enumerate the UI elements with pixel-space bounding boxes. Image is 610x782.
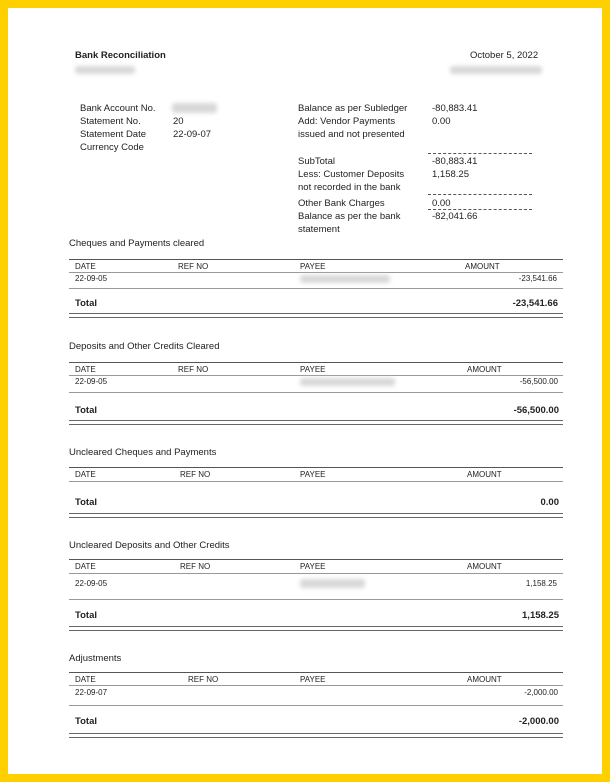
column-ref: REF NO bbox=[178, 365, 209, 374]
total-value: -23,541.66 bbox=[512, 298, 558, 309]
total-value: -56,500.00 bbox=[513, 405, 559, 416]
redacted-company bbox=[75, 66, 135, 74]
section-title-adjustments: Adjustments bbox=[69, 653, 122, 664]
row-amount: -23,541.66 bbox=[518, 274, 557, 283]
total-label: Total bbox=[75, 716, 97, 727]
vendor-payments-label-2: issued and not presented bbox=[298, 129, 405, 140]
row-date: 22-09-05 bbox=[75, 377, 108, 386]
bank-charges-label: Other Bank Charges bbox=[298, 198, 385, 209]
report-date: October 5, 2022 bbox=[470, 50, 539, 61]
column-payee: PAYEE bbox=[300, 562, 326, 571]
table-top-rule bbox=[69, 559, 563, 560]
row-rule bbox=[69, 288, 563, 289]
total-double-rule bbox=[69, 626, 563, 631]
total-value: 0.00 bbox=[540, 497, 559, 508]
total-double-rule bbox=[69, 420, 563, 425]
customer-deposits-value: 1,158.25 bbox=[432, 169, 469, 180]
header-rule bbox=[69, 375, 563, 376]
row-amount: -56,500.00 bbox=[519, 377, 558, 386]
column-date: DATE bbox=[75, 675, 96, 684]
bank-account-label: Bank Account No. bbox=[80, 103, 156, 114]
table-top-rule bbox=[69, 259, 563, 260]
table-top-rule bbox=[69, 672, 563, 673]
row-date: 22-09-07 bbox=[75, 688, 108, 697]
subtotal-label: SubTotal bbox=[298, 156, 335, 167]
customer-deposits-label-2: not recorded in the bank bbox=[298, 182, 401, 193]
total-double-rule bbox=[69, 513, 563, 518]
column-payee: PAYEE bbox=[300, 262, 326, 271]
column-payee: PAYEE bbox=[300, 675, 326, 684]
column-ref: REF NO bbox=[180, 562, 211, 571]
column-amount: AMOUNT bbox=[467, 365, 502, 374]
statement-date-label: Statement Date bbox=[80, 129, 147, 140]
column-payee: PAYEE bbox=[300, 470, 326, 479]
redacted-account-no bbox=[172, 103, 217, 113]
statement-no-value: 20 bbox=[173, 116, 184, 127]
total-label: Total bbox=[75, 497, 97, 508]
column-date: DATE bbox=[75, 470, 96, 479]
total-label: Total bbox=[75, 298, 97, 309]
header-rule bbox=[69, 573, 563, 574]
redacted-payee bbox=[300, 579, 365, 588]
row-date: 22-09-05 bbox=[75, 274, 108, 283]
subtotal-rule bbox=[428, 153, 532, 154]
section-title-cheques-cleared: Cheques and Payments cleared bbox=[69, 238, 205, 249]
total-double-rule bbox=[69, 313, 563, 318]
column-ref: REF NO bbox=[178, 262, 209, 271]
bank-balance-label-2: statement bbox=[298, 224, 340, 235]
column-amount: AMOUNT bbox=[465, 262, 500, 271]
section-title-uncleared-cheques: Uncleared Cheques and Payments bbox=[69, 447, 217, 458]
column-amount: AMOUNT bbox=[467, 675, 502, 684]
section-title-deposits-cleared: Deposits and Other Credits Cleared bbox=[69, 341, 220, 352]
column-date: DATE bbox=[75, 365, 96, 374]
statement-no-label: Statement No. bbox=[80, 116, 141, 127]
row-amount: 1,158.25 bbox=[525, 579, 557, 588]
bank-charges-value: 0.00 bbox=[432, 198, 451, 209]
column-amount: AMOUNT bbox=[467, 562, 502, 571]
header-rule bbox=[69, 481, 563, 482]
header-rule bbox=[69, 272, 563, 273]
header-rule bbox=[69, 685, 563, 686]
row-rule bbox=[69, 599, 563, 600]
row-amount: -2,000.00 bbox=[524, 688, 558, 697]
redacted-payee bbox=[300, 378, 395, 386]
total-label: Total bbox=[75, 610, 97, 621]
bank-balance-label: Balance as per the bank bbox=[298, 211, 401, 222]
charges-rule bbox=[428, 194, 532, 195]
column-ref: REF NO bbox=[180, 470, 211, 479]
total-value: 1,158.25 bbox=[522, 610, 559, 621]
subtotal-value: -80,883.41 bbox=[432, 156, 478, 167]
column-ref: REF NO bbox=[188, 675, 219, 684]
table-top-rule bbox=[69, 467, 563, 468]
vendor-payments-label: Add: Vendor Payments bbox=[298, 116, 396, 127]
section-title-uncleared-deposits: Uncleared Deposits and Other Credits bbox=[69, 540, 230, 551]
bank-balance-value: -82,041.66 bbox=[432, 211, 478, 222]
total-label: Total bbox=[75, 405, 97, 416]
vendor-payments-value: 0.00 bbox=[432, 116, 451, 127]
total-double-rule bbox=[69, 733, 563, 738]
currency-code-label: Currency Code bbox=[80, 142, 144, 153]
redacted-payee bbox=[300, 275, 390, 283]
row-rule bbox=[69, 705, 563, 706]
redacted-address bbox=[450, 66, 542, 74]
subledger-value: -80,883.41 bbox=[432, 103, 478, 114]
column-date: DATE bbox=[75, 562, 96, 571]
row-rule bbox=[69, 392, 563, 393]
bank-balance-rule bbox=[428, 209, 532, 210]
report-title: Bank Reconciliation bbox=[75, 50, 166, 61]
column-date: DATE bbox=[75, 262, 96, 271]
subledger-label: Balance as per Subledger bbox=[298, 103, 408, 114]
column-amount: AMOUNT bbox=[467, 470, 502, 479]
statement-date-value: 22-09-07 bbox=[173, 129, 212, 140]
table-top-rule bbox=[69, 362, 563, 363]
row-date: 22-09-05 bbox=[75, 579, 108, 588]
customer-deposits-label: Less: Customer Deposits bbox=[298, 169, 405, 180]
total-value: -2,000.00 bbox=[518, 716, 559, 727]
column-payee: PAYEE bbox=[300, 365, 326, 374]
